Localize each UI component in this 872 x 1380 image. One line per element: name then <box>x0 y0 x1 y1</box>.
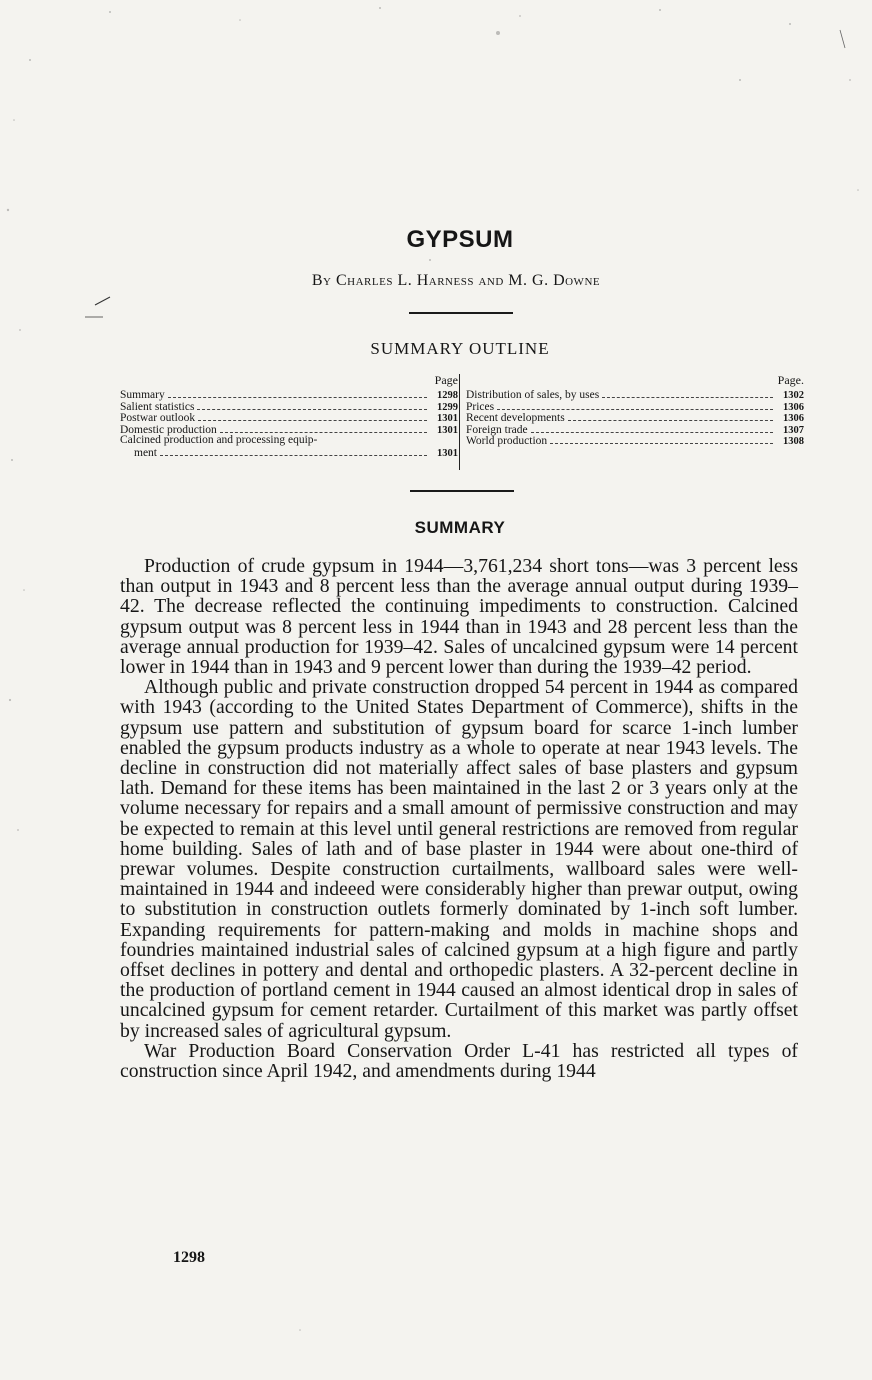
leader-dots <box>602 389 773 398</box>
toc-entry[interactable] <box>466 435 804 447</box>
toc-entry-label: Foreign trade <box>466 423 528 436</box>
title-rule <box>409 312 513 314</box>
paragraph: War Production Board Conservation Order L-41 has restricted all types of construction since April 1942, and amendments during 1944 <box>120 1039 798 1083</box>
leader-dots <box>168 389 427 398</box>
paragraph: Although public and private construction dropped 54 percent in 1944 as compared with 1943 (according to the United States Department of Commerce), shifts in the gypsum use pattern and substitution of gypsum board for scarce 1-inch lumber enabled the gypsum products industry as a whole to operate at near 1943 levels. The decline in construction did not materially affect sales of base plasters and gypsum lath. Demand for these items has been maintained in the last 2 or 3 years only at the volume necessary for repairs and a small amount of permissive construction and may be expected to remain at this level until general restrictions are removed from regular home building. Sales of lath and of base plaster in 1944 were about one-third of prewar volumes. Despite construction curtailments, wallboard sales were well-maintained in 1944 and indeeed were considerably higher than prewar output, owing to substitution in construction outlets formerly dominated by 1-inch soft lumber. Expanding requirements for pattern-making and molds in machine shops and foundries maintained industrial sales of calcined gypsum at a high figure and partly offset declines in pottery and dental and orthopedic plasters. A 32-percent decline in the production of portland cement in 1944 caused an almost identical drop in sales of uncalcined gypsum for cement retarder. Curtailment of this market was partly offset by increased sales of agricultural gypsum. <box>120 676 798 1042</box>
toc-entry-page: 1307 <box>783 424 804 436</box>
page-column-label: Page <box>434 373 458 387</box>
toc-entry[interactable] <box>466 389 804 401</box>
leader-dots <box>197 401 427 410</box>
toc-entry-page: 1306 <box>783 413 804 424</box>
leader-dots <box>198 412 427 421</box>
summary-heading: SUMMARY <box>414 518 506 537</box>
toc-entry-page: 1308 <box>783 436 804 447</box>
paragraph: Production of crude gypsum in 1944—3,761,234 short tons—was 3 percent less than output in 1943 and 8 percent less than the average annual output during 1939–42. The decrease reflected the continuing impediments to construction. Calcined gypsum output was 8 percent less in 1944 than in 1943 and 28 percent less than the average annual production for 1939–42. Sales of uncalcined gypsum were 14 percent lower in 1944 than in 1943 and 9 percent lower than during the 1939–42 period. <box>120 555 798 679</box>
outline-right-column <box>466 373 804 447</box>
toc-entry[interactable] <box>120 447 458 459</box>
toc-entry-page: 1301 <box>437 413 458 424</box>
outline-heading: SUMMARY OUTLINE <box>370 339 550 358</box>
toc-entry[interactable] <box>466 401 804 413</box>
toc-entry-page: 1301 <box>437 447 458 459</box>
toc-entry-label: Postwar outlook <box>120 412 196 424</box>
leader-dots <box>568 412 773 421</box>
toc-entry-label: Salient statistics <box>120 400 195 413</box>
toc-entry-label[interactable]: Calcined production and processing equip- <box>120 434 318 446</box>
outline-left-column <box>120 373 458 458</box>
outline-divider <box>459 374 460 470</box>
toc-entry-page: 1298 <box>437 390 458 401</box>
leader-dots <box>497 401 773 410</box>
toc-entry[interactable] <box>466 412 804 424</box>
leader-dots <box>220 424 427 433</box>
toc-entry[interactable] <box>120 389 458 401</box>
toc-entry[interactable] <box>120 412 458 424</box>
toc-entry-label: Prices <box>466 400 495 413</box>
leader-dots <box>531 424 773 433</box>
toc-entry-label: World production <box>466 435 548 447</box>
toc-entry-label-cont: ment <box>134 446 157 459</box>
page-title: GYPSUM <box>406 226 514 253</box>
toc-entry[interactable] <box>120 401 458 413</box>
toc-entry-label: Summary <box>120 389 165 401</box>
toc-entry-label: Domestic production <box>120 423 217 436</box>
leader-dots <box>550 435 773 444</box>
toc-entry-page: 1302 <box>783 390 804 401</box>
leader-dots <box>160 447 427 456</box>
toc-entry-page: 1299 <box>437 401 458 413</box>
toc-entry-label: Distribution of sales, by uses <box>466 389 600 401</box>
toc-entry-label: Recent developments <box>466 412 565 424</box>
page-number: 1298 <box>173 1249 205 1266</box>
byline: By Charles L. Harness and M. G. Downe <box>311 272 601 289</box>
toc-entry[interactable] <box>466 424 804 436</box>
page-column-label: Page. <box>777 373 804 387</box>
outline-rule <box>410 490 514 492</box>
toc-entry-page: 1301 <box>437 424 458 436</box>
toc-entry-page: 1306 <box>783 401 804 413</box>
summary-body <box>120 556 798 1081</box>
